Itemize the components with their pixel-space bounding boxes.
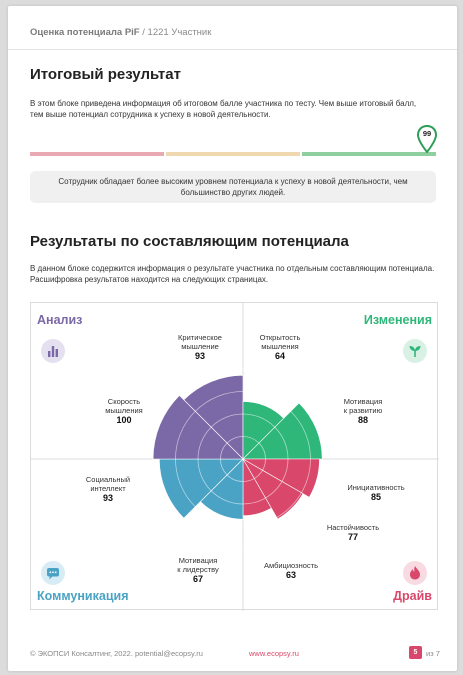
score-pin: [417, 125, 437, 153]
label-value: 100: [116, 415, 132, 425]
result-summary: Сотрудник обладает более высоким уровнем потенциала к успеху в новой деятельности, чем большинство других людей.: [30, 171, 436, 203]
label-value: 85: [370, 492, 381, 502]
label-text: к лидерству: [177, 565, 219, 574]
label-value: 77: [347, 532, 358, 542]
label-critical-thinking: [169, 333, 231, 361]
label-value: 67: [192, 574, 203, 584]
scale-high-segment: [302, 152, 436, 156]
label-ambition: [255, 561, 327, 580]
header-divider: [8, 49, 457, 50]
bar-chart-icon: [41, 339, 65, 363]
page-header: [30, 27, 211, 38]
polar-area-chart: [31, 303, 439, 611]
header-separator: /: [139, 27, 148, 38]
label-text: Инициативность: [347, 483, 405, 492]
quadrant-title-izmeneniya: Изменения: [363, 313, 432, 327]
label-text: Критическое: [178, 333, 222, 342]
quadrant-title-draiv: Драйв: [393, 589, 432, 603]
label-text: Мотивация: [343, 397, 383, 406]
score-value: 99: [422, 129, 432, 138]
flame-icon: [403, 561, 427, 585]
potential-chart: [30, 302, 438, 610]
score-scale: [30, 152, 436, 156]
participant-name: 1221 Участник: [147, 27, 212, 38]
label-persistence: [318, 523, 388, 542]
section-title-components: Результаты по составляющим потенциала: [30, 233, 349, 250]
label-initiative: [339, 483, 413, 502]
chat-icon: [41, 561, 65, 585]
label-text: мышления: [105, 406, 143, 415]
label-value: 64: [274, 351, 285, 361]
label-text: к развитию: [343, 406, 383, 415]
scale-low-segment: [30, 152, 164, 156]
page-total: из 7: [426, 649, 440, 658]
report-page: [8, 6, 457, 671]
page-number: 5: [409, 646, 422, 659]
label-text: Социальный: [85, 475, 131, 484]
label-value: 93: [194, 351, 205, 361]
label-leadership-motivation: [167, 556, 229, 584]
label-text: Настойчивость: [326, 523, 380, 532]
label-value: 93: [102, 493, 113, 503]
label-value: 88: [357, 415, 368, 425]
label-value: 63: [285, 570, 296, 580]
label-text: интеллект: [90, 484, 126, 493]
quadrant-title-kommunikatsiya: Коммуникация: [37, 589, 129, 603]
label-text: Амбициозность: [264, 561, 318, 570]
report-title: Оценка потенциала PiF: [30, 27, 140, 38]
sprout-icon: [403, 339, 427, 363]
label-motivation-development: [331, 397, 395, 425]
scale-mid-segment: [166, 152, 300, 156]
label-text: Скорость: [107, 397, 141, 406]
label-open-mindedness: [249, 333, 311, 361]
label-social-intelligence: [77, 475, 139, 503]
label-text: мышление: [181, 342, 219, 351]
section-intro-components: В данном блоке содержится информация о результате участника по отдельным составляющим потенциала. Расшифровка результатов находится на следующих страницах.: [30, 264, 435, 284]
quadrant-title-analiz: Анализ: [37, 313, 83, 327]
section-title-total: Итоговый результат: [30, 66, 181, 83]
section-intro-total: В этом блоке приведена информация об итоговом балле участника по тесту. Чем выше итоговый балл, тем выше потенциал сотрудника к успеху в новой деятельности.: [30, 99, 417, 119]
label-thinking-speed: [93, 397, 155, 425]
label-text: Мотивация: [178, 556, 218, 565]
label-text: мышления: [261, 342, 299, 351]
footer-copyright: © ЭКОПСИ Консалтинг, 2022. potential@ecopsy.ru: [30, 649, 203, 658]
label-text: Открытость: [259, 333, 301, 342]
footer-link[interactable]: www.ecopsy.ru: [249, 649, 299, 658]
